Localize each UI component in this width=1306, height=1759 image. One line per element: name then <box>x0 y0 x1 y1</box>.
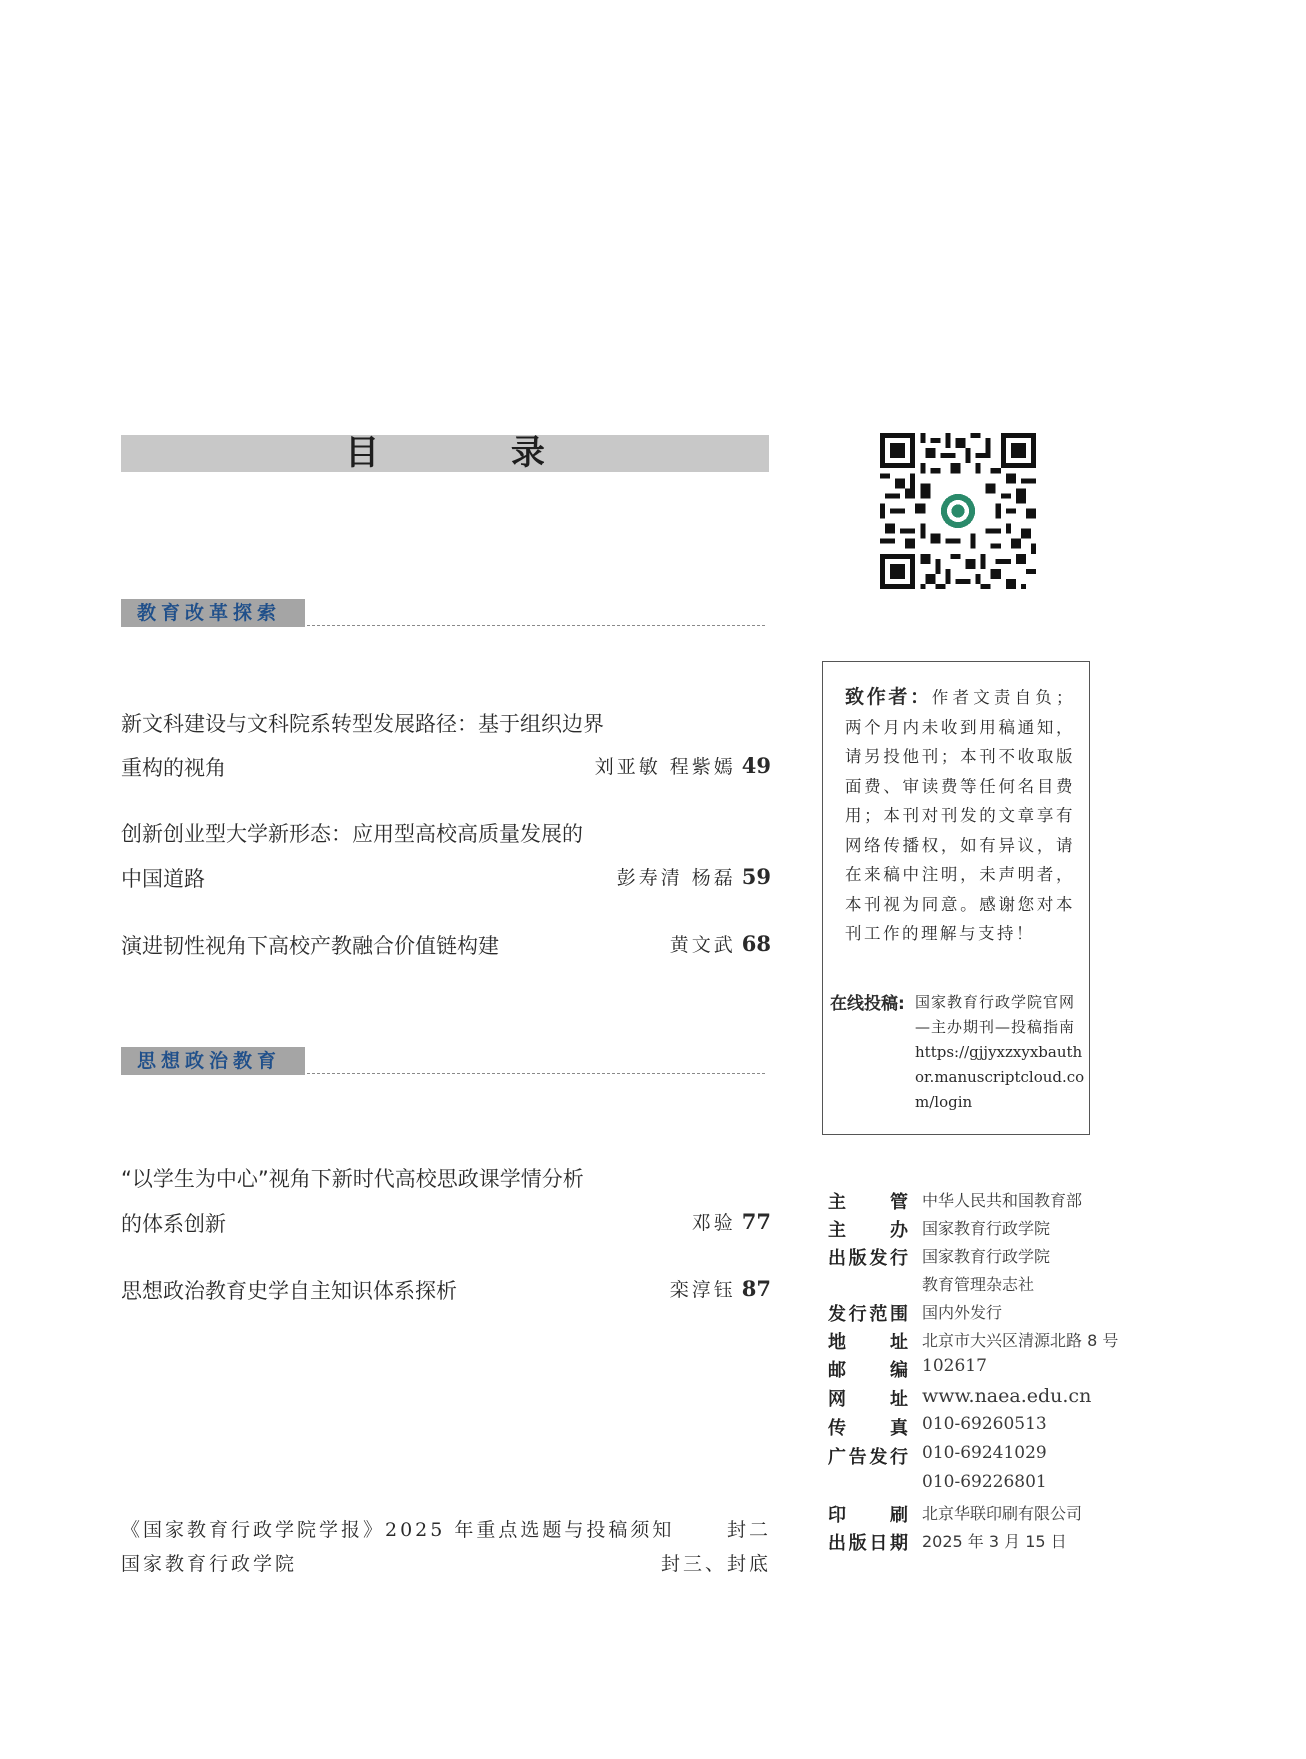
article-meta <box>692 1208 771 1235</box>
section-header: 教育改革探索 <box>121 599 305 627</box>
article-authors: 黄文武 <box>669 934 736 956</box>
article-title[interactable]: 思想政治教育史学自主知识体系探析 <box>121 1279 457 1303</box>
online-submission-line: 国家教育行政学院官网 <box>915 993 1076 1011</box>
notice-text <box>845 683 1075 949</box>
info-value: 010-69260513 <box>922 1414 1047 1434</box>
article-meta <box>670 1275 771 1302</box>
article-title[interactable]: “以学生为中心”视角下新时代高校思政课学情分析 <box>121 1167 584 1191</box>
section-header: 思想政治教育 <box>121 1047 305 1075</box>
article-authors: 彭寿清 杨磊 <box>616 867 736 889</box>
info-label: 主 管 <box>828 1192 908 1213</box>
article-authors: 邓验 <box>691 1212 736 1234</box>
article-title-continued[interactable]: 的体系创新 <box>121 1212 226 1236</box>
article-title-continued[interactable]: 重构的视角 <box>121 756 226 780</box>
info-value: 北京市大兴区清源北路 8 号 <box>922 1331 1119 1350</box>
info-label: 主 办 <box>828 1220 908 1241</box>
article-page: 49 <box>741 753 771 778</box>
article-authors: 刘亚敏 程紫嫣 <box>594 756 736 778</box>
article-meta <box>617 863 771 890</box>
article-page: 87 <box>741 1276 771 1301</box>
article-title[interactable]: 创新创业型大学新形态：应用型高校高质量发展的 <box>121 822 583 846</box>
notice-heading: 致作者： <box>845 686 932 708</box>
article-title-continued[interactable]: 中国道路 <box>121 867 205 891</box>
footer-item-text: 国家教育行政学院 <box>121 1553 298 1575</box>
info-value: 010-69241029 <box>922 1443 1047 1463</box>
online-submission-line: —主办期刊—投稿指南 <box>915 1018 1076 1036</box>
section-divider <box>307 1073 765 1074</box>
article-page: 77 <box>741 1209 771 1234</box>
section-divider <box>307 625 765 626</box>
article-title[interactable]: 演进韧性视角下高校产教融合价值链构建 <box>121 934 499 958</box>
article-authors: 栾淳钰 <box>669 1279 736 1301</box>
info-value: 010-69226801 <box>922 1472 1047 1492</box>
info-label: 出版日期 <box>828 1533 908 1554</box>
info-value: 中华人民共和国教育部 <box>922 1191 1083 1210</box>
info-value-website[interactable]: www.naea.edu.cn <box>922 1385 1092 1407</box>
info-label: 广告发行 <box>828 1447 908 1468</box>
info-label: 邮 编 <box>828 1360 908 1381</box>
online-submission-info <box>915 990 1085 1115</box>
online-submission-label: 在线投稿: <box>830 994 905 1014</box>
info-value: 教育管理杂志社 <box>922 1275 1035 1294</box>
article-meta <box>595 752 771 779</box>
article-page: 59 <box>741 864 771 889</box>
qr-code-icon <box>880 433 1036 589</box>
footer-item-text: 《国家教育行政学院学报》2025 年重点选题与投稿须知 <box>121 1519 675 1541</box>
article-meta <box>670 930 771 957</box>
info-value: 国家教育行政学院 <box>922 1247 1051 1266</box>
info-value: 2025 年 3 月 15 日 <box>922 1532 1067 1551</box>
footer-item-page: 封三、封底 <box>660 1553 771 1575</box>
info-label: 出版发行 <box>828 1248 908 1269</box>
article-title[interactable]: 新文科建设与文科院系转型发展路径：基于组织边界 <box>121 712 604 736</box>
footer-item-page: 封二 <box>726 1519 771 1541</box>
info-label: 发行范围 <box>828 1304 908 1325</box>
info-label: 传 真 <box>828 1418 908 1439</box>
info-label: 网 址 <box>828 1389 908 1410</box>
info-value: 102617 <box>922 1356 987 1376</box>
info-value: 国家教育行政学院 <box>922 1219 1051 1238</box>
page-title: 目 录 <box>345 433 605 473</box>
notice-body: 作者文责自负；两个月内未收到用稿通知，请另投他刊；本刊不收取版面费、审读费等任何名目费用；本刊对刊发的文章享有网络传播权，如有异议，请在来稿中注明，未声明者，本刊视为同意。感谢您对本刊工作的理解与支持！ <box>845 688 1075 943</box>
info-label: 地 址 <box>828 1332 908 1353</box>
info-value: 国内外发行 <box>922 1303 1003 1322</box>
info-label: 印 刷 <box>828 1505 908 1526</box>
info-value: 北京华联印刷有限公司 <box>922 1504 1083 1523</box>
online-submission-url[interactable]: https://gjjyxzxyxbauthor.manuscriptcloud.com/login <box>915 1043 1085 1111</box>
article-page: 68 <box>741 931 771 956</box>
